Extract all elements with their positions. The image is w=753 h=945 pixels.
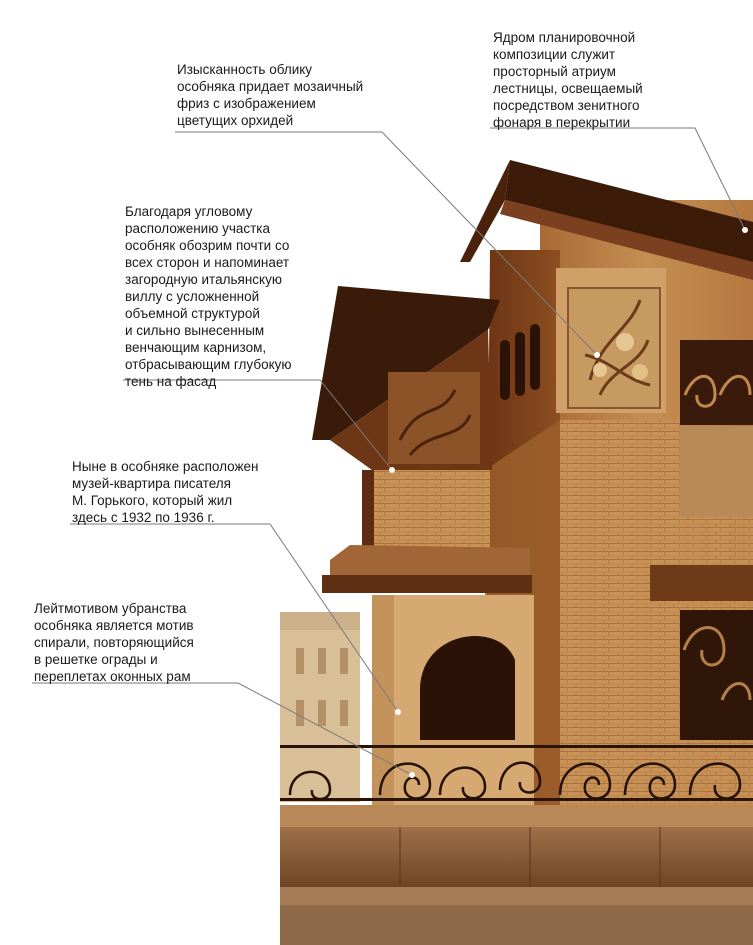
caption-atrium: Ядром планировочной композиции служит просторный атриум лестницы, освещаемый посредством зенитного фонаря в перекрытии — [493, 30, 643, 130]
caption-mosaic-frieze: Изысканность облику особняка придает мозаичный фриз с изображением цветущих орхидей — [177, 62, 364, 128]
caption-italian-villa: Благодаря угловому расположению участка особняк обозрим почти со всех сторон и напоминает загородную итальянскую виллу с усложненной объемной структурой и сильно вынесенным венчающим карнизом, отбрасывающим глубокую тень на фасад — [125, 204, 292, 389]
caption-spiral-motif: Лейтмотивом убранства особняка является мотив спирали, повторяющийся в решетке ограды и переплетах оконных рам — [34, 601, 194, 684]
caption-gorky-museum: Ныне в особняке расположен музей-квартира писателя М. Горького, который жил здесь с 1932 по 1936 г. — [72, 459, 259, 525]
stone-plinth — [280, 805, 753, 945]
